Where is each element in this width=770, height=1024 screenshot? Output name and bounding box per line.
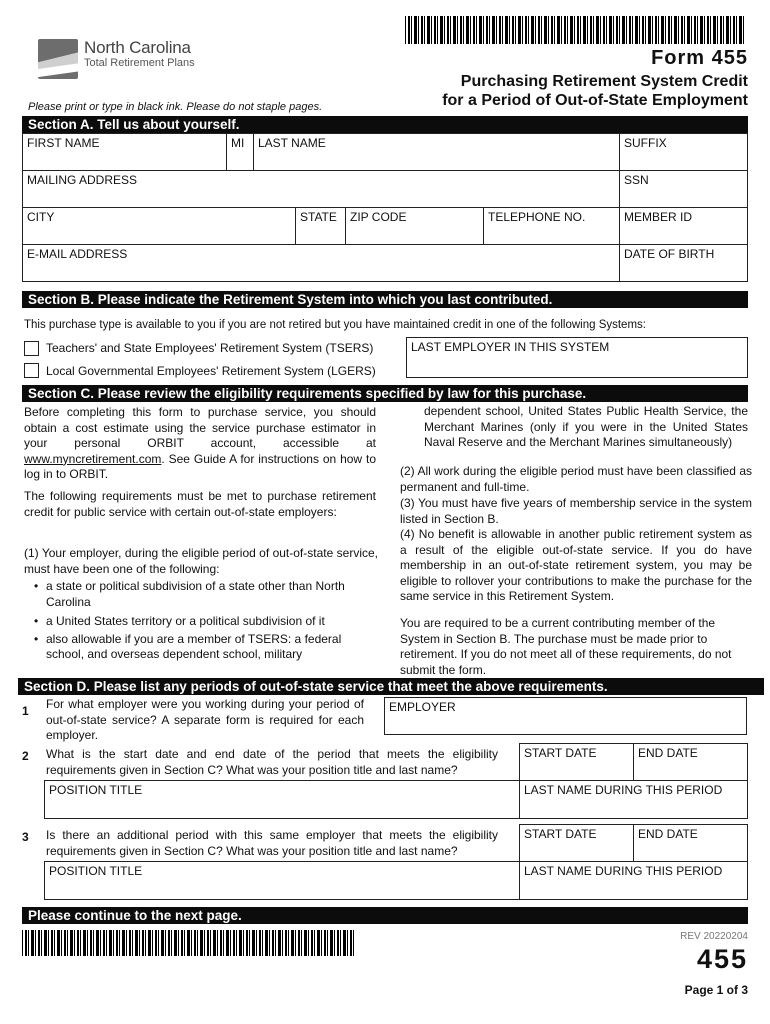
q1-text: For what employer were you working during your period of out-of-state service? A separate form is required for each employer. — [46, 697, 364, 743]
page-indicator: Page 1 of 3 — [684, 983, 748, 997]
city-field[interactable] — [22, 207, 296, 245]
bullet-federal-continued: dependent school, United States Public Health Service, the Merchant Marines (only if you were in the United States Naval Reserve and the Merchant Marines simultaneously) — [424, 404, 748, 450]
tsers-checkbox[interactable] — [24, 341, 39, 356]
last-employer-label: LAST EMPLOYER IN THIS SYSTEM — [411, 340, 610, 354]
last-employer-field[interactable] — [406, 337, 748, 378]
employer-label: EMPLOYER — [389, 700, 456, 714]
section-a-heading: Section A. Tell us about yourself. — [22, 116, 748, 133]
zip-label: ZIP CODE — [350, 210, 407, 224]
position-title-field-1[interactable] — [44, 780, 520, 819]
employer-type-list — [24, 579, 378, 663]
form-title — [442, 72, 748, 110]
intro-text: Before completing this form to purchase service, you should obtain a cost estimate using the service purchase estimator in your personal ORBIT account, accessible at — [24, 405, 376, 451]
requirements-intro: The following requirements must be met to purchase retirement credit for public service with certain out-of-state employers: — [24, 489, 376, 519]
q2-text: What is the start date and end date of the period that meets the eligibility requirements given in Section C? What was your position title and last name? — [46, 747, 498, 777]
lgers-checkbox[interactable] — [24, 363, 39, 378]
section-c-closing: You are required to be a current contributing member of the System in Section B. The purchase must be made prior to retirement. If you do not meet all of these requirements, do not submit the form. — [400, 616, 732, 677]
last-name-label: LAST NAME — [258, 136, 326, 150]
position-title-label: POSITION TITLE — [49, 864, 143, 878]
section-c-heading: Section C. Please review the eligibility requirements specified by law for this purchase. — [22, 385, 748, 402]
first-name-field[interactable] — [22, 133, 227, 171]
q3-number: 3 — [22, 830, 29, 844]
city-label: CITY — [27, 210, 55, 224]
myncretirement-link[interactable]: www.myncretirement.com — [24, 451, 162, 466]
section-d-heading: Section D. Please list any periods of out-of-state service that meet the above requirements. — [18, 678, 764, 695]
start-date-field-1[interactable] — [519, 743, 634, 781]
requirement-2: (2) All work during the eligible period must have been classified as permanent and full-time. — [400, 464, 752, 494]
nc-retirement-logo-icon — [38, 39, 78, 79]
email-field[interactable] — [22, 244, 620, 282]
intro-text-cont: . See Guide A for instructions on how to log in to ORBIT. — [24, 451, 376, 482]
bullet-federal: • also allowable if you are a member of TSERS: a federal school, and overseas dependent school, military — [24, 632, 378, 663]
logo-name: North Carolina — [84, 38, 191, 57]
section-c-intro — [24, 405, 376, 483]
member-id-field[interactable] — [619, 207, 748, 245]
zip-field[interactable] — [345, 207, 484, 245]
section-b-intro: This purchase type is available to you if you are not retired but you have maintained credit in one of the following Systems: — [24, 319, 646, 331]
form-number-large: 455 — [696, 944, 748, 974]
position-title-field-2[interactable] — [44, 861, 520, 900]
suffix-label: SUFFIX — [624, 136, 667, 150]
bullet-territory: • a United States territory or a political subdivision of it — [24, 614, 378, 630]
employer-field[interactable] — [384, 697, 747, 735]
first-name-label: FIRST NAME — [27, 136, 100, 150]
date-of-birth-field[interactable] — [619, 244, 748, 282]
end-date-label: END DATE — [638, 827, 698, 841]
member-id-label: MEMBER ID — [624, 210, 693, 224]
q2-number: 2 — [22, 749, 29, 763]
last-name-field[interactable] — [253, 133, 620, 171]
q1-number: 1 — [22, 704, 29, 718]
form-number: Form 455 — [651, 47, 748, 69]
telephone-field[interactable] — [483, 207, 620, 245]
ssn-field[interactable] — [619, 170, 748, 208]
email-label: E-MAIL ADDRESS — [27, 247, 128, 261]
start-date-label: START DATE — [524, 746, 597, 760]
mailing-address-field[interactable] — [22, 170, 620, 208]
continue-banner: Please continue to the next page. — [22, 907, 748, 924]
mailing-address-label: MAILING ADDRESS — [27, 173, 138, 187]
bottom-barcode — [22, 930, 354, 956]
last-name-period-field-1[interactable] — [519, 780, 748, 819]
lgers-label: Local Governmental Employees' Retirement System (LGERS) — [46, 364, 376, 378]
state-label: STATE — [300, 210, 337, 224]
last-name-period-field-2[interactable] — [519, 861, 748, 900]
requirement-4: (4) No benefit is allowable in another public retirement system as a result of the eligible out-of-state service. If you do have membership in an out-of-state retirement system, you may be eligible to rollover your contributions to make the purchase for the same service in this Retirement System. — [400, 527, 752, 604]
last-name-period-label: LAST NAME DURING THIS PERIOD — [524, 864, 723, 878]
logo-subtitle: Total Retirement Plans — [84, 57, 195, 69]
middle-initial-field[interactable] — [226, 133, 254, 171]
mi-label: MI — [231, 136, 245, 150]
print-instructions: Please print or type in black ink. Please do not staple pages. — [28, 101, 323, 113]
end-date-field-1[interactable] — [633, 743, 748, 781]
title-line-1: Purchasing Retirement System Credit — [460, 73, 748, 90]
tsers-label: Teachers' and State Employees' Retirement System (TSERS) — [46, 341, 374, 355]
title-line-2: for a Period of Out-of-State Employment — [442, 92, 748, 109]
last-name-period-label: LAST NAME DURING THIS PERIOD — [524, 783, 723, 797]
position-title-label: POSITION TITLE — [49, 783, 143, 797]
ssn-label: SSN — [624, 173, 649, 187]
section-b-heading: Section B. Please indicate the Retirement System into which you last contributed. — [22, 291, 748, 308]
bullet-state: • a state or political subdivision of a state other than North Carolina — [24, 579, 378, 610]
suffix-field[interactable] — [619, 133, 748, 171]
end-date-field-2[interactable] — [633, 824, 748, 862]
top-barcode — [405, 16, 745, 44]
telephone-label: TELEPHONE NO. — [488, 210, 586, 224]
requirement-3: (3) You must have five years of membership service in the system listed in Section B. — [400, 496, 752, 526]
dob-label: DATE OF BIRTH — [624, 247, 715, 261]
revision-label: REV 20220204 — [680, 931, 748, 942]
start-date-field-2[interactable] — [519, 824, 634, 862]
start-date-label: START DATE — [524, 827, 597, 841]
state-field[interactable] — [295, 207, 346, 245]
q3-text: Is there an additional period with this same employer that meets the eligibility requirements given in Section C? What was your position title and last name? — [46, 828, 498, 858]
end-date-label: END DATE — [638, 746, 698, 760]
requirement-1: (1) Your employer, during the eligible period of out-of-state service, must have been one of the following: — [24, 546, 378, 576]
